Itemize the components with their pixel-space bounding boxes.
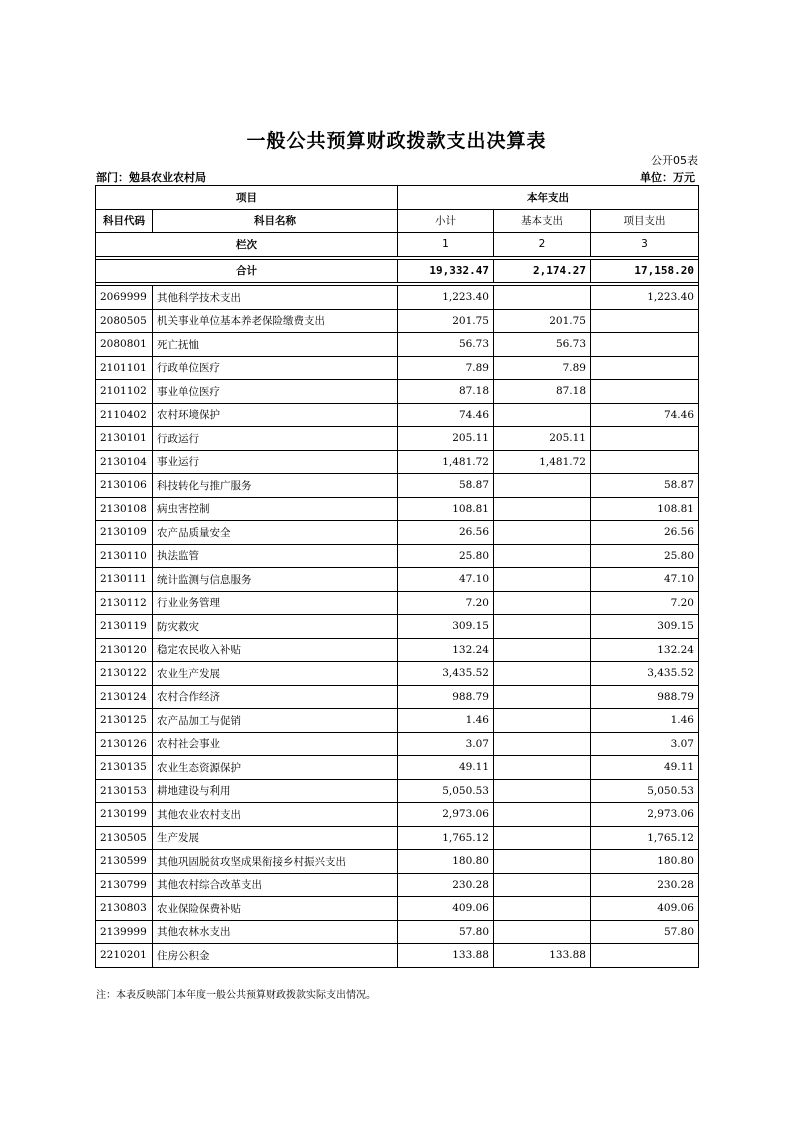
table-row	[96, 356, 699, 380]
table-row	[96, 568, 699, 592]
table-row	[96, 685, 699, 709]
row-name: 科技转化与推广服务	[153, 474, 398, 498]
row-basic	[494, 732, 591, 756]
row-subtotal: 132.24	[398, 638, 494, 662]
unit-label: 单位：万元	[640, 171, 695, 184]
row-project	[591, 356, 699, 380]
row-project: 409.06	[591, 897, 699, 921]
row-project: 230.28	[591, 873, 699, 897]
row-project: 57.80	[591, 920, 699, 944]
row-basic	[494, 756, 591, 780]
table-row	[96, 803, 699, 827]
row-code: 2130112	[96, 591, 153, 615]
row-name: 农村合作经济	[153, 685, 398, 709]
row-name: 其他农业农村支出	[153, 803, 398, 827]
table-row	[96, 450, 699, 474]
row-code: 2130599	[96, 850, 153, 874]
table-row	[96, 544, 699, 568]
row-name: 农产品加工与促销	[153, 709, 398, 733]
row-code: 2130104	[96, 450, 153, 474]
row-subtotal: 205.11	[398, 427, 494, 451]
table-row	[96, 897, 699, 921]
row-name: 死亡抚恤	[153, 333, 398, 357]
header-row-1	[96, 186, 699, 210]
row-code: 2130108	[96, 497, 153, 521]
row-project: 132.24	[591, 638, 699, 662]
row-code: 2130125	[96, 709, 153, 733]
total-label: 合计	[96, 259, 398, 283]
row-name: 防灾救灾	[153, 615, 398, 639]
row-name: 农产品质量安全	[153, 521, 398, 545]
table-row	[96, 873, 699, 897]
row-project	[591, 944, 699, 968]
row-basic	[494, 920, 591, 944]
row-code: 2130799	[96, 873, 153, 897]
department-label: 部门：勉县农业农村局	[96, 171, 206, 184]
row-name: 农业生产发展	[153, 662, 398, 686]
header-name: 科目名称	[153, 209, 398, 233]
row-project	[591, 427, 699, 451]
row-code: 2080505	[96, 309, 153, 333]
row-basic	[494, 568, 591, 592]
row-project: 3,435.52	[591, 662, 699, 686]
table-row	[96, 709, 699, 733]
row-code: 2130803	[96, 897, 153, 921]
header-code: 科目代码	[96, 209, 153, 233]
row-name: 耕地建设与利用	[153, 779, 398, 803]
row-basic: 1,481.72	[494, 450, 591, 474]
row-subtotal: 133.88	[398, 944, 494, 968]
row-name: 农业生态资源保护	[153, 756, 398, 780]
row-code: 2130199	[96, 803, 153, 827]
row-basic	[494, 591, 591, 615]
row-basic	[494, 873, 591, 897]
row-project: 3.07	[591, 732, 699, 756]
row-code: 2130119	[96, 615, 153, 639]
row-subtotal: 180.80	[398, 850, 494, 874]
row-subtotal: 988.79	[398, 685, 494, 709]
row-code: 2130110	[96, 544, 153, 568]
total-subtotal: 19,332.47	[398, 259, 494, 283]
row-basic	[494, 826, 591, 850]
row-basic: 7.89	[494, 356, 591, 380]
row-code: 2101102	[96, 380, 153, 404]
table-row	[96, 615, 699, 639]
row-subtotal: 1,223.40	[398, 286, 494, 310]
table-row	[96, 333, 699, 357]
row-name: 统计监测与信息服务	[153, 568, 398, 592]
header-row-3	[96, 233, 699, 257]
row-code: 2069999	[96, 286, 153, 310]
table-row	[96, 474, 699, 498]
row-project	[591, 450, 699, 474]
row-code: 2130135	[96, 756, 153, 780]
row-project: 1,223.40	[591, 286, 699, 310]
row-subtotal: 309.15	[398, 615, 494, 639]
table-row	[96, 309, 699, 333]
table-row	[96, 756, 699, 780]
row-name: 其他农村综合改革支出	[153, 873, 398, 897]
row-basic	[494, 803, 591, 827]
row-subtotal: 47.10	[398, 568, 494, 592]
row-name: 生产发展	[153, 826, 398, 850]
row-project	[591, 309, 699, 333]
row-name: 病虫害控制	[153, 497, 398, 521]
row-project: 1,765.12	[591, 826, 699, 850]
row-basic	[494, 474, 591, 498]
row-name: 其他科学技术支出	[153, 286, 398, 310]
row-code: 2130124	[96, 685, 153, 709]
table-row	[96, 732, 699, 756]
row-code: 2130109	[96, 521, 153, 545]
header-row-2	[96, 209, 699, 233]
row-name: 稳定农民收入补贴	[153, 638, 398, 662]
table-row	[96, 521, 699, 545]
row-project: 180.80	[591, 850, 699, 874]
row-basic	[494, 897, 591, 921]
row-project: 58.87	[591, 474, 699, 498]
row-basic	[494, 779, 591, 803]
row-basic	[494, 286, 591, 310]
row-subtotal: 1,765.12	[398, 826, 494, 850]
row-basic	[494, 521, 591, 545]
row-subtotal: 87.18	[398, 380, 494, 404]
row-subtotal: 108.81	[398, 497, 494, 521]
row-subtotal: 74.46	[398, 403, 494, 427]
row-project: 25.80	[591, 544, 699, 568]
row-code: 2130111	[96, 568, 153, 592]
table-row	[96, 826, 699, 850]
footnote: 注：本表反映部门本年度一般公共预算财政拨款实际支出情况。	[96, 990, 376, 1001]
row-code: 2130101	[96, 427, 153, 451]
row-name: 农业保险保费补贴	[153, 897, 398, 921]
row-subtotal: 3.07	[398, 732, 494, 756]
row-subtotal: 49.11	[398, 756, 494, 780]
row-name: 其他巩固脱贫攻坚成果衔接乡村振兴支出	[153, 850, 398, 874]
row-basic: 56.73	[494, 333, 591, 357]
row-code: 2210201	[96, 944, 153, 968]
row-code: 2130120	[96, 638, 153, 662]
header-col2: 2	[494, 233, 591, 257]
row-name: 住房公积金	[153, 944, 398, 968]
row-subtotal: 2,973.06	[398, 803, 494, 827]
row-name: 农村环境保护	[153, 403, 398, 427]
row-basic	[494, 638, 591, 662]
row-project: 74.46	[591, 403, 699, 427]
row-subtotal: 7.20	[398, 591, 494, 615]
total-project: 17,158.20	[591, 259, 699, 283]
row-basic	[494, 497, 591, 521]
table-row	[96, 779, 699, 803]
row-project	[591, 380, 699, 404]
row-subtotal: 5,050.53	[398, 779, 494, 803]
row-project: 309.15	[591, 615, 699, 639]
row-subtotal: 25.80	[398, 544, 494, 568]
header-current-year: 本年支出	[398, 186, 699, 210]
row-name: 机关事业单位基本养老保险缴费支出	[153, 309, 398, 333]
meta-row	[96, 169, 697, 184]
table-row	[96, 944, 699, 968]
row-project: 1.46	[591, 709, 699, 733]
row-subtotal: 56.73	[398, 333, 494, 357]
row-subtotal: 57.80	[398, 920, 494, 944]
row-name: 行政运行	[153, 427, 398, 451]
row-name: 行政单位医疗	[153, 356, 398, 380]
table-row	[96, 427, 699, 451]
row-code: 2130126	[96, 732, 153, 756]
row-basic	[494, 850, 591, 874]
header-subtotal: 小计	[398, 209, 494, 233]
table-row	[96, 638, 699, 662]
header-project-exp: 项目支出	[591, 209, 699, 233]
row-code: 2080801	[96, 333, 153, 357]
table-row	[96, 380, 699, 404]
row-subtotal: 1,481.72	[398, 450, 494, 474]
row-subtotal: 58.87	[398, 474, 494, 498]
header-column-no: 栏次	[96, 233, 398, 257]
row-name: 事业单位医疗	[153, 380, 398, 404]
row-subtotal: 409.06	[398, 897, 494, 921]
row-basic	[494, 403, 591, 427]
row-code: 2130505	[96, 826, 153, 850]
expenditure-table	[95, 185, 699, 968]
row-project	[591, 333, 699, 357]
row-basic	[494, 662, 591, 686]
row-basic: 201.75	[494, 309, 591, 333]
row-basic	[494, 685, 591, 709]
row-name: 执法监管	[153, 544, 398, 568]
row-subtotal: 230.28	[398, 873, 494, 897]
row-project: 108.81	[591, 497, 699, 521]
row-project: 2,973.06	[591, 803, 699, 827]
row-code: 2101101	[96, 356, 153, 380]
row-name: 行业业务管理	[153, 591, 398, 615]
table-row	[96, 497, 699, 521]
table-row	[96, 403, 699, 427]
row-basic	[494, 615, 591, 639]
table-row	[96, 591, 699, 615]
row-name: 事业运行	[153, 450, 398, 474]
header-project: 项目	[96, 186, 398, 210]
row-project: 47.10	[591, 568, 699, 592]
table-row	[96, 286, 699, 310]
row-subtotal: 26.56	[398, 521, 494, 545]
row-basic: 133.88	[494, 944, 591, 968]
row-code: 2130122	[96, 662, 153, 686]
total-basic: 2,174.27	[494, 259, 591, 283]
page-title: 一般公共预算财政拨款支出决算表	[246, 130, 547, 152]
form-number: 公开05表	[651, 154, 698, 167]
row-project: 26.56	[591, 521, 699, 545]
row-project: 49.11	[591, 756, 699, 780]
table-row	[96, 850, 699, 874]
row-subtotal: 3,435.52	[398, 662, 494, 686]
row-subtotal: 201.75	[398, 309, 494, 333]
row-basic	[494, 544, 591, 568]
header-col3: 3	[591, 233, 699, 257]
row-subtotal: 7.89	[398, 356, 494, 380]
row-subtotal: 1.46	[398, 709, 494, 733]
row-basic: 205.11	[494, 427, 591, 451]
row-code: 2110402	[96, 403, 153, 427]
row-name: 其他农林水支出	[153, 920, 398, 944]
row-project: 7.20	[591, 591, 699, 615]
table-row	[96, 662, 699, 686]
row-project: 5,050.53	[591, 779, 699, 803]
row-basic: 87.18	[494, 380, 591, 404]
row-project: 988.79	[591, 685, 699, 709]
table-row	[96, 920, 699, 944]
row-basic	[494, 709, 591, 733]
header-col1: 1	[398, 233, 494, 257]
total-row	[96, 259, 699, 283]
row-name: 农村社会事业	[153, 732, 398, 756]
header-basic: 基本支出	[494, 209, 591, 233]
row-code: 2139999	[96, 920, 153, 944]
row-code: 2130153	[96, 779, 153, 803]
row-code: 2130106	[96, 474, 153, 498]
